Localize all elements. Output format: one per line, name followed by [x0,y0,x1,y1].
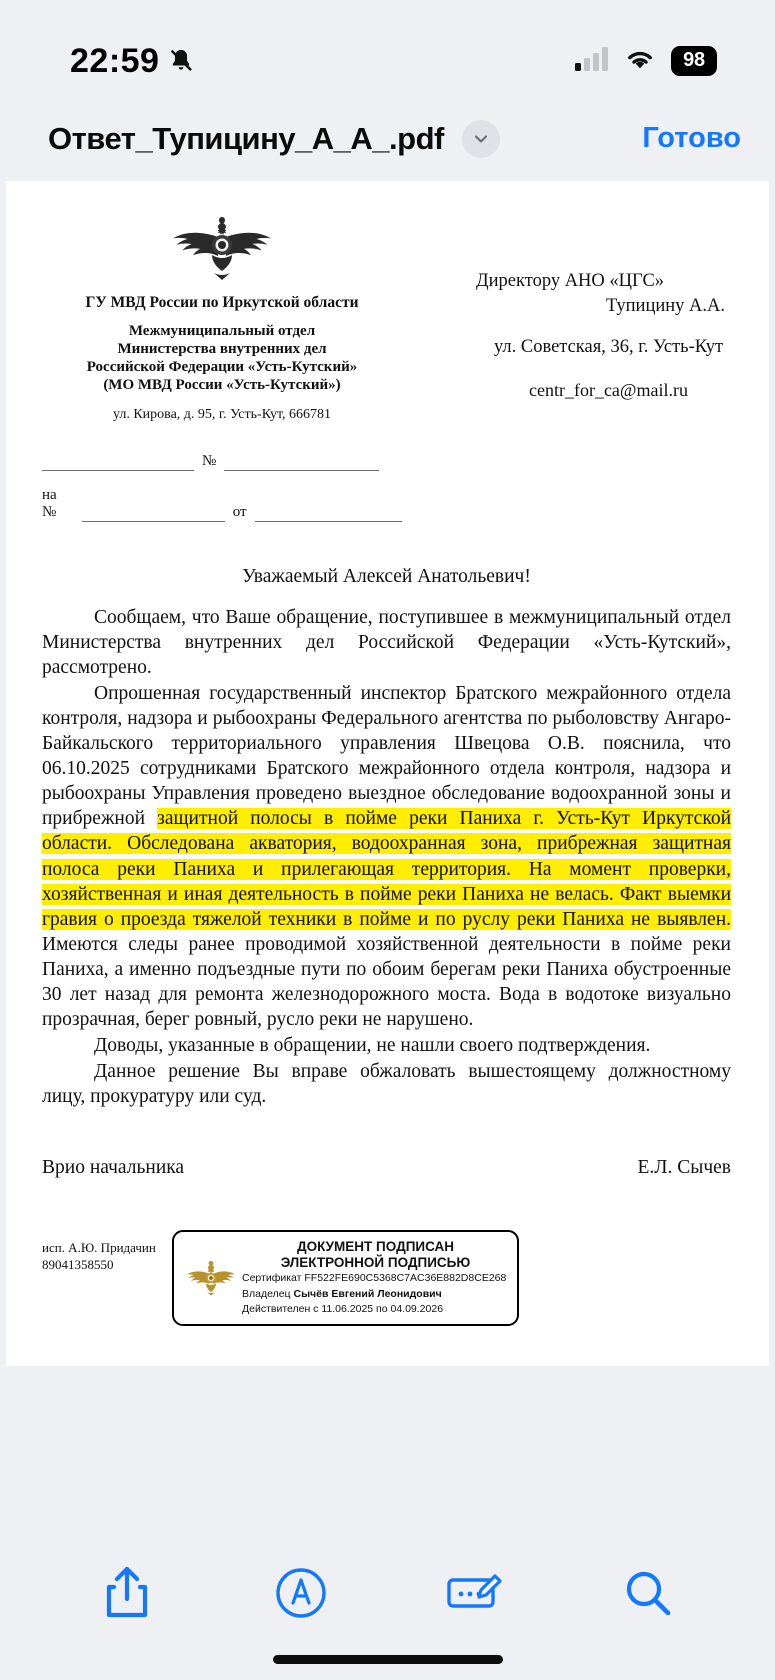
ref-from-label: от [232,504,247,520]
home-indicator [273,1655,503,1664]
status-bar-clock: 22:59 [70,41,160,80]
markup-pen-icon[interactable] [269,1561,333,1625]
ref-from-blank[interactable] [255,507,402,522]
title-group [48,120,500,158]
executor-name: исп. А.Ю. Придачин [42,1239,156,1255]
stamp-validity-value: 11.06.2025 по 04.09.2026 [321,1302,444,1315]
body-paragraph-3: Доводы, указанные в обращении, не нашли своего подтверждения. [94,1034,651,1056]
stamp-owner-value: Сычёв Евгений Леонидович [293,1287,442,1300]
body-paragraph-2 [42,681,731,1032]
letterhead-line-1: ГУ МВД России по Иркутской области [85,294,359,311]
stamp-owner-row [242,1287,509,1302]
stamp-title-line-1: ДОКУМЕНТ ПОДПИСАН [296,1238,455,1254]
document-title: Ответ_Тупицину_А_А_.pdf [48,120,444,156]
done-button[interactable]: Готово [642,122,741,154]
paragraph-2-post-text: Имеются следы ранее проводимой хозяйственной деятельности в пойме реки Паниха, а именно подъездные пути по обоим берегам реки Паниха обустроенные 30 лет назад для ремонта железнодорожного моста. Вода в водотоке визуально прозрачная, берег ровный, русло реки не нарушено. [42,933,731,1030]
mvd-eagle-emblem-icon [42,211,402,288]
letterhead-line-4: Российской Федерации «Усть-Кутский» [86,359,358,375]
greeting-line: Уважаемый Алексей Анатольевич! [242,566,531,587]
search-icon[interactable] [616,1561,680,1625]
stamp-owner-label: Владелец [242,1287,291,1300]
status-bar [0,0,775,96]
body-paragraph-1: Сообщаем, что Ваше обращение, поступившее в межмуниципальный отдел Министерства внутренних дел Российской Федерации «Усть-Кутский», рассмотрено. [42,607,731,679]
recipient-line-2: Тупицину А.А. [606,295,725,316]
ref-number-blank-right[interactable] [224,456,379,471]
title-bar [0,96,775,181]
stamp-certificate-label: Сертификат [242,1272,302,1285]
cellular-bars-icon [575,47,609,76]
reference-row-number [42,453,402,471]
stamp-mvd-eagle-emblem-icon [184,1258,238,1298]
bell-slash-icon [167,46,195,76]
recipient-address: ул. Советская, 36, г. Усть-Кут [493,336,724,357]
signature-icon[interactable] [442,1561,506,1625]
battery-indicator: 98 [671,46,717,76]
ref-on-number-blank[interactable] [82,507,225,522]
chevron-down-icon[interactable] [462,120,500,158]
signer-position: Врио начальника [42,1156,185,1178]
reference-row-on-number [42,487,402,522]
stamp-certificate-value: FF522FE690C5368C7AC36E882D8CE268 [304,1272,507,1285]
executor-block [42,1239,156,1274]
stamp-certificate-row [242,1271,509,1286]
highlighted-text: защитной полосы в пойме реки Паниха г. Усть-Кут Иркутской области. Обследована акватория, водоохранная зона, прибрежная защитная полоса реки Паниха и прилегающая территория. На момент проверки, хозяйственная и иная деятельность в пойме реки Паниха не велась. Факт выемки гравия о проезда тяжелой техники в пойме и по руслу реки Паниха не выявлен. [42,808,732,930]
status-bar-left [70,42,195,81]
letterhead-address: ул. Кирова, д. 95, г. Усть-Кут, 666781 [112,407,332,422]
letterhead-line-5: (МО МВД России «Усть-Кутский») [103,377,341,393]
stamp-validity-row [242,1302,509,1317]
ref-on-number-label: на № [42,487,57,520]
executor-phone: 89041358550 [42,1257,114,1273]
ref-number-label: № [202,453,217,469]
status-bar-right [575,46,717,76]
letterhead [42,211,402,423]
reference-fields [42,453,402,522]
ref-number-blank-left[interactable] [42,456,194,471]
stamp-text-block [238,1239,509,1317]
letterhead-line-2: Межмуниципальный отдел [128,323,316,339]
pdf-page [6,181,769,1366]
digital-signature-stamp [172,1230,519,1326]
signature-row [42,1155,731,1180]
stamp-validity-label: Действителен с [242,1302,319,1315]
recipient-email: centr_for_ca@mail.ru [528,379,688,400]
recipient-block [476,269,741,402]
stamp-title-line-2: ЭЛЕКТРОННОЙ ПОДПИСЬЮ [280,1255,471,1271]
paragraph-2-pre-text: Опрошенная государственный инспектор Братского межрайонного отдела контроля, надзора и рыбоохраны Федерального агентства по рыболовству Ангаро-Байкальского территориального управления Швецова О.В. пояснила, что 06.10.2025 сотрудниками Братского межрайонного отдела контроля, надзора и рыбоохраны Управления проведено выездное обследование водоохранной зоны и прибрежной [42,683,731,830]
signer-name: Е.Л. Сычев [637,1156,731,1178]
wifi-icon [623,46,657,76]
letterhead-line-3: Министерства внутренних дел [117,341,327,357]
document-scroll-area[interactable] [0,181,775,1530]
recipient-line-1: Директору АНО «ЦГС» [476,271,665,291]
document-body [42,564,731,1180]
body-paragraph-4: Данное решение Вы вправе обжаловать вышестоящему должностному лицу, прокуратуру или суд. [42,1060,731,1107]
share-icon[interactable] [95,1561,159,1625]
